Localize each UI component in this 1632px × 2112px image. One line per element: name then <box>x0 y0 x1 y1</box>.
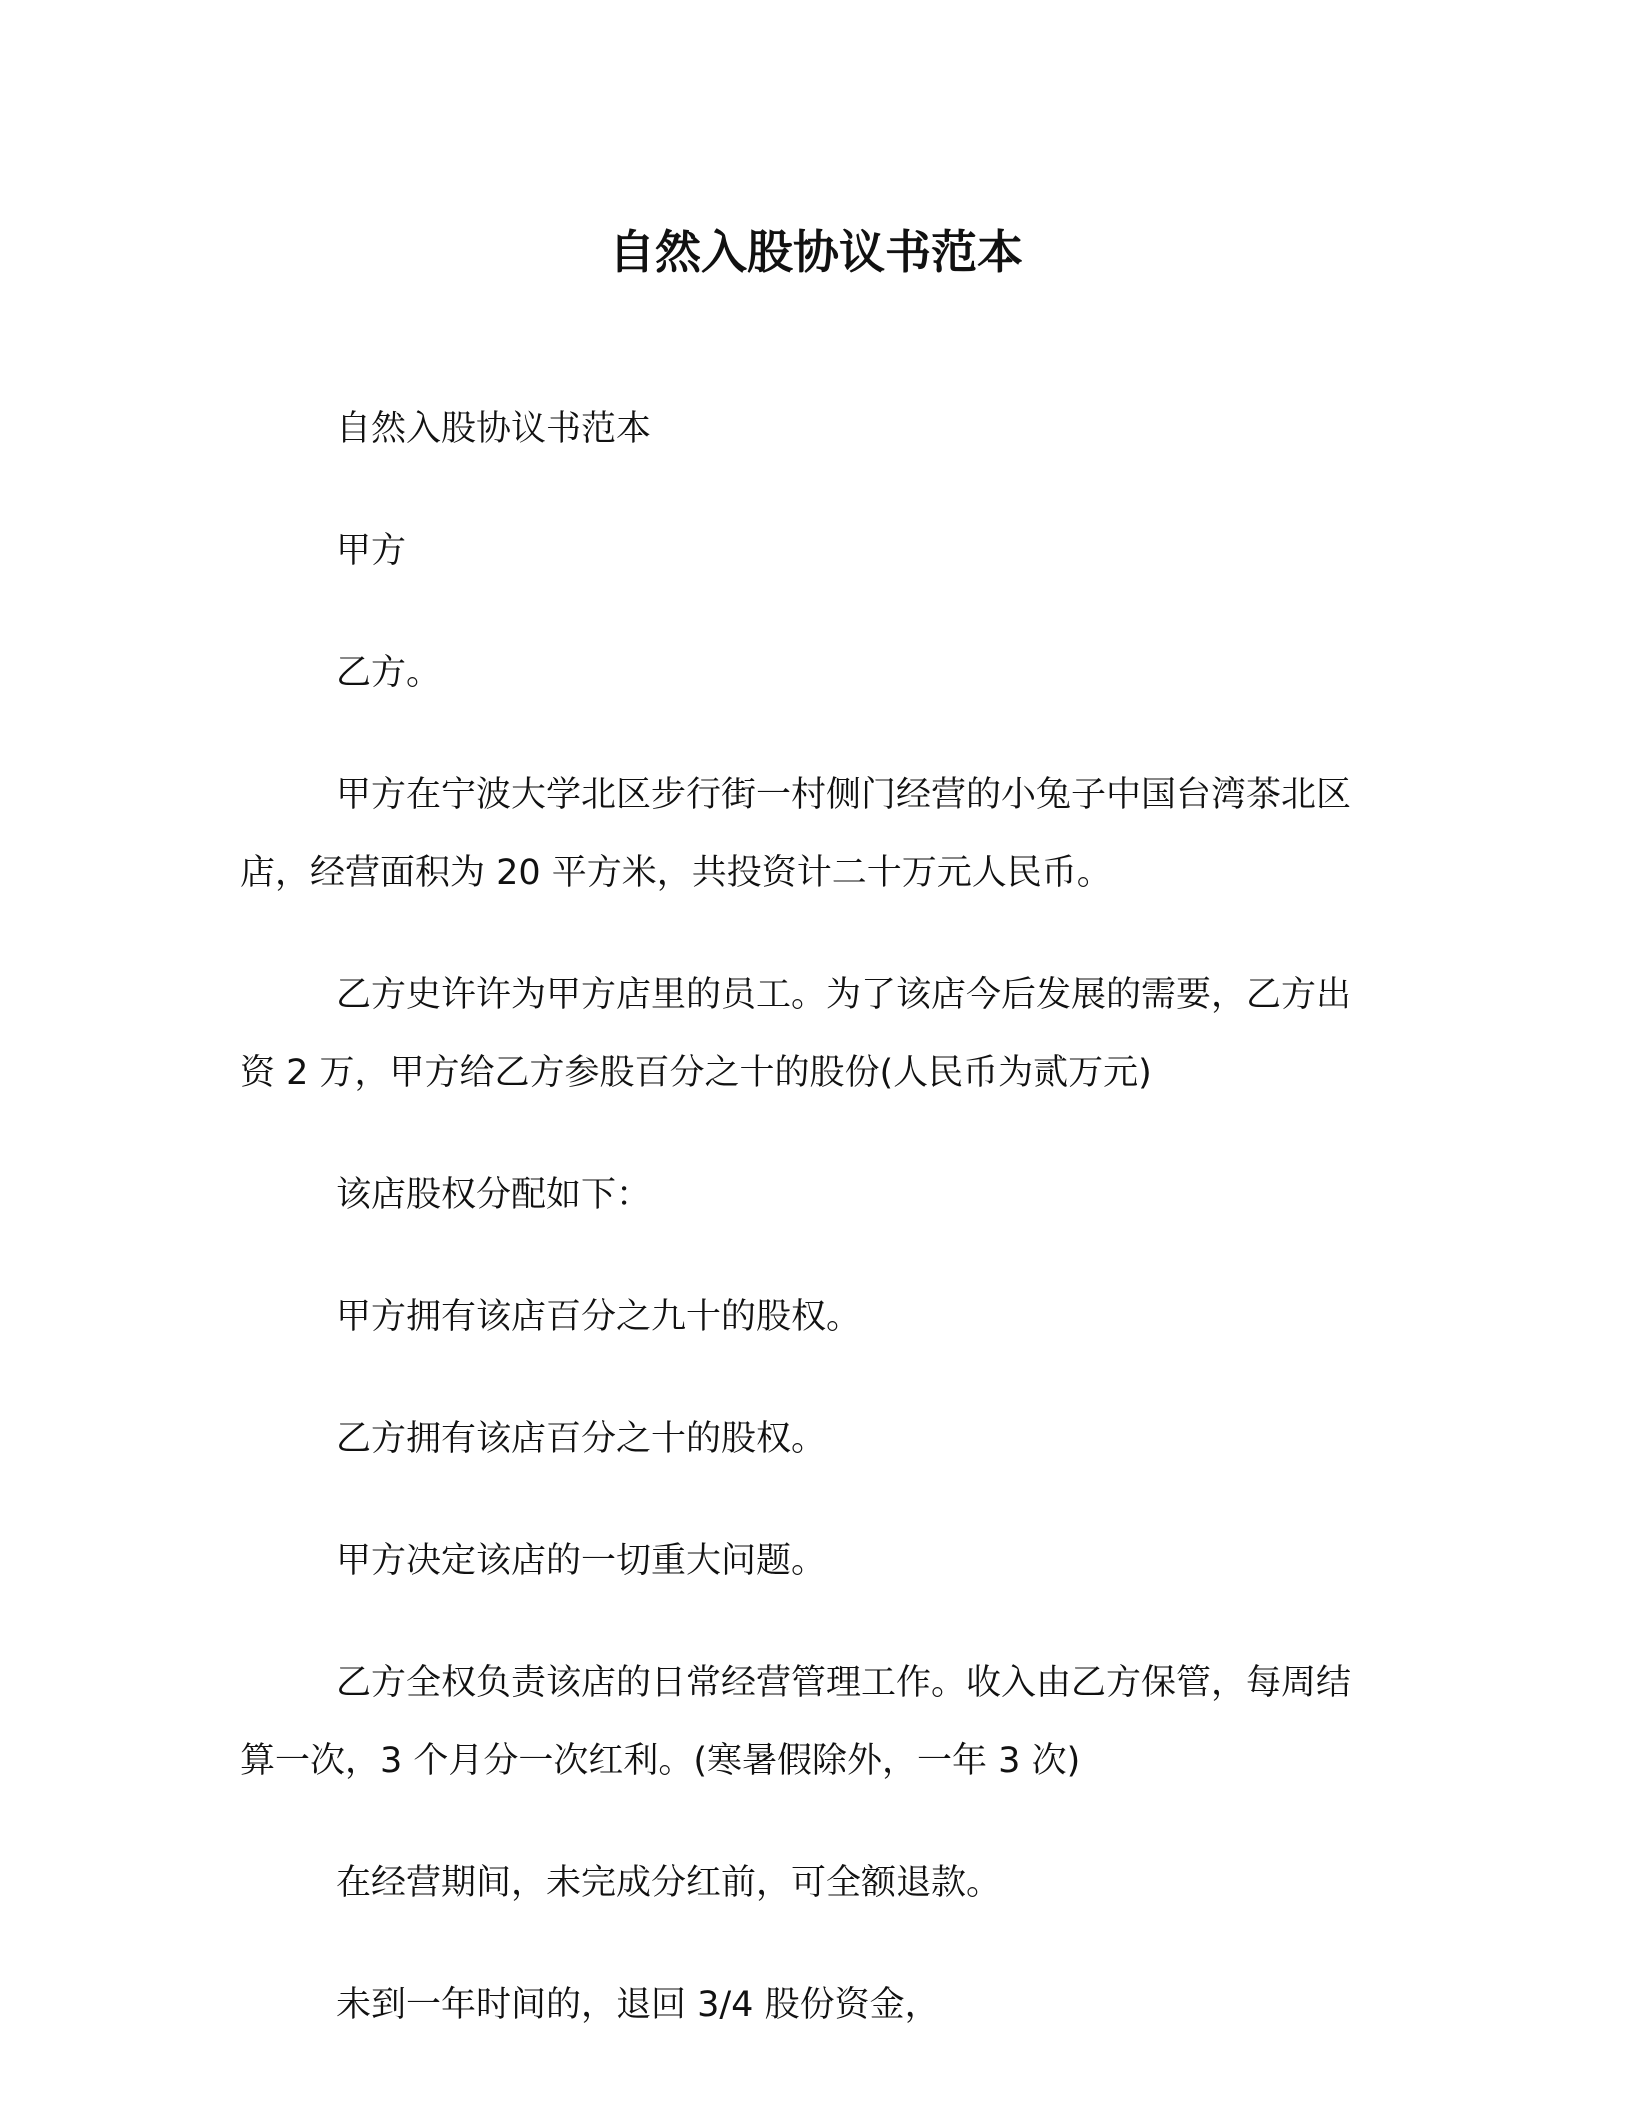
paragraph-party-b: 乙方。 <box>336 653 442 693</box>
paragraph-investment-terms: 乙方史许许为甲方店里的员工。为了该店今后发展的需要，乙方出资 2 万，甲方给乙方参股百分之十的股份(人民币为贰万元) <box>240 975 1352 1093</box>
paragraph-party-a-equity: 甲方拥有该店百分之九十的股权。 <box>336 1297 862 1337</box>
paragraph-shop-description: 甲方在宁波大学北区步行街一村侧门经营的小兔子中国台湾茶北区店，经营面积为 20 平方米，共投资计二十万元人民币。 <box>240 775 1352 893</box>
paragraph-party-a: 甲方 <box>336 531 407 571</box>
paragraph-management-terms: 乙方全权负责该店的日常经营管理工作。收入由乙方保管，每周结算一次，3 个月分一次红利。(寒暑假除外，一年 3 次) <box>240 1663 1352 1781</box>
document-title: 自然入股协议书范本 <box>609 225 1023 279</box>
paragraph-refund-terms: 在经营期间，未完成分红前，可全额退款。 <box>336 1863 1002 1903</box>
paragraph-early-exit-terms: 未到一年时间的，退回 3/4 股份资金， <box>336 1985 940 2025</box>
document-body <box>240 390 1380 2088</box>
paragraph-party-b-equity: 乙方拥有该店百分之十的股权。 <box>336 1419 827 1459</box>
paragraph-decision-rights: 甲方决定该店的一切重大问题。 <box>336 1541 827 1581</box>
paragraph-subtitle: 自然入股协议书范本 <box>336 409 652 449</box>
paragraph-equity-heading: 该店股权分配如下： <box>336 1175 652 1215</box>
